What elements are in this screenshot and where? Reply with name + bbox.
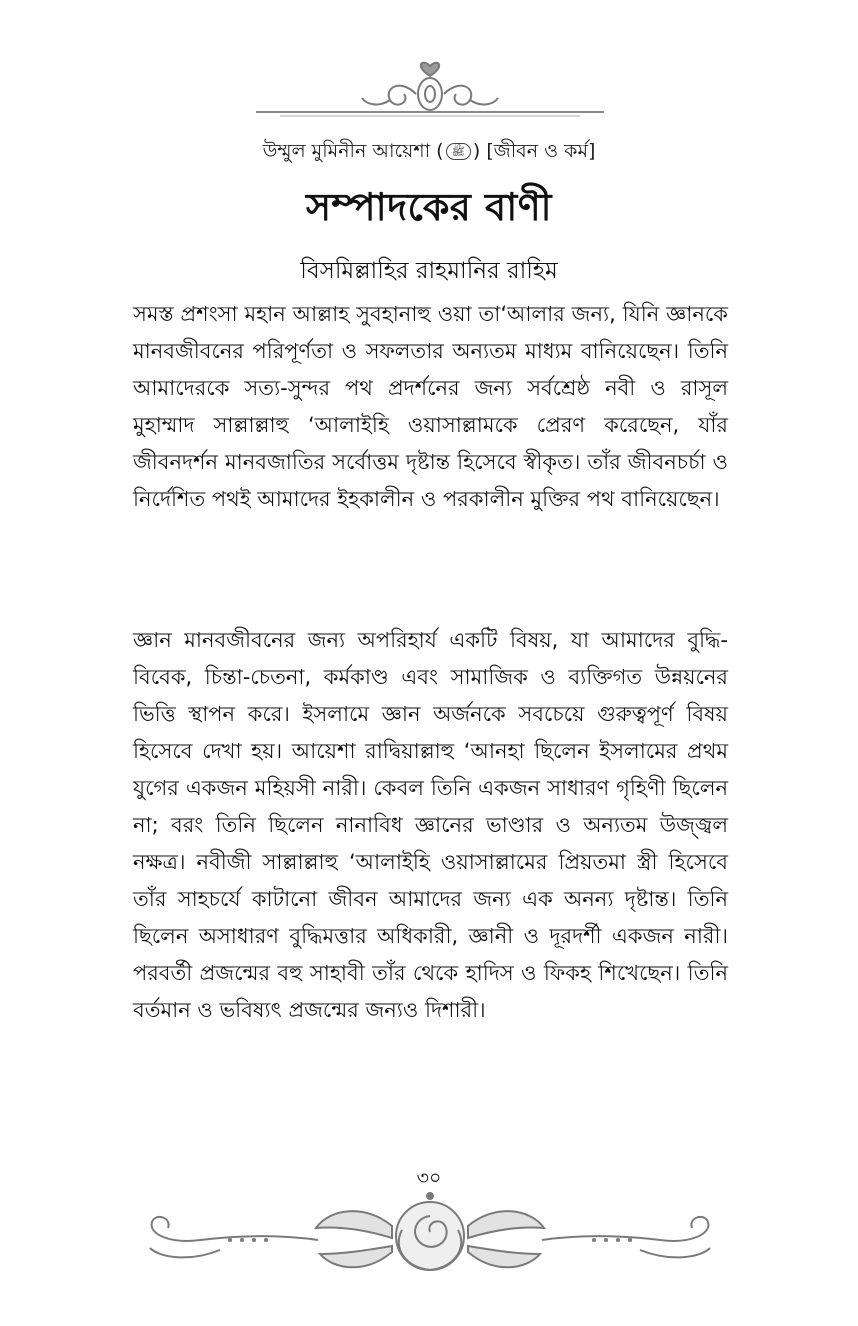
honorific-glyph: ﷺ (446, 143, 471, 160)
running-head-title-part2: ) [জীবন ও কর্ম] (472, 140, 596, 162)
running-head-title-part1: উম্মুল মুমিনীন আয়েশা ( (262, 140, 444, 162)
page-number: ৩০ (416, 1167, 442, 1189)
body-paragraph-1: সমস্ত প্রশংসা মহান আল্লাহ সুবহানাহু ওয়া তা‘আলার জন্য, যিনি জ্ঞানকে মানবজীবনের পরিপূর্ণতা ও সফলতার অন্যতম মাধ্যম বানিয়েছেন। তিনি আমাদেরকে সত্য-সুন্দর পথ প্রদর্শনের জন্য সর্বশ্রেষ্ঠ নবী ও রাসূল মুহাম্মাদ সাল্লাল্লাহু ‘আলাইহি ওয়াসাল্লামকে প্রেরণ করেছেন, যাঁর জীবনদর্শন মানবজাতির সর্বোত্তম দৃষ্টান্ত হিসেবে স্বীকৃত। তাঁর জীবনচর্চা ও নির্দেশিত পথই আমাদের ইহকালীন ও পরকালীন মুক্তির পথ বানিয়েছেন। (133, 302, 728, 511)
bottom-rose-ornament (130, 1178, 730, 1298)
bismillah-line: বিসমিল্লাহির রাহমানির রাহিম (300, 258, 558, 284)
top-floral-ornament (250, 58, 610, 120)
section-title: সম্পাদকের বাণী (305, 185, 553, 229)
running-head (0, 137, 858, 169)
body-paragraph-2: জ্ঞান মানবজীবনের জন্য অপরিহার্য একটি বিষয়, যা আমাদের বুদ্ধি-বিবেক, চিন্তা-চেতনা, কর্মকাণ্ড এবং সামাজিক ও ব্যক্তিগত উন্নয়নের ভিত্তি স্থাপন করে। ইসলামে জ্ঞান অর্জনকে সবচেয়ে গুরুত্বপূর্ণ বিষয় হিসেবে দেখা হয়। আয়েশা রাদ্বিয়াল্লাহু ‘আনহা ছিলেন ইসলামের প্রথম যুগের একজন মহিয়সী নারী। কেবল তিনি একজন সাধারণ গৃহিণী ছিলেন না; বরং তিনি ছিলেন নানাবিধ জ্ঞানের ভাণ্ডার ও অন্যতম উজ্জ্বল নক্ষত্র। নবীজী সাল্লাল্লাহু ‘আলাইহি ওয়াসাল্লামের প্রিয়তমা স্ত্রী হিসেবে তাঁর সাহচর্যে কাটানো জীবন আমাদের জন্য এক অনন্য দৃষ্টান্ত। তিনি ছিলেন অসাধারণ বুদ্ধিমত্তার অধিকারী, জ্ঞানী ও দূরদর্শী একজন নারী। পরবর্তী প্রজন্মের বহু সাহাবী তাঁর থেকে হাদিস ও ফিকহ শিখেছেন। তিনি বর্তমান ও ভবিষ্যৎ প্রজন্মের জন্যও দিশারী। (133, 628, 728, 1022)
